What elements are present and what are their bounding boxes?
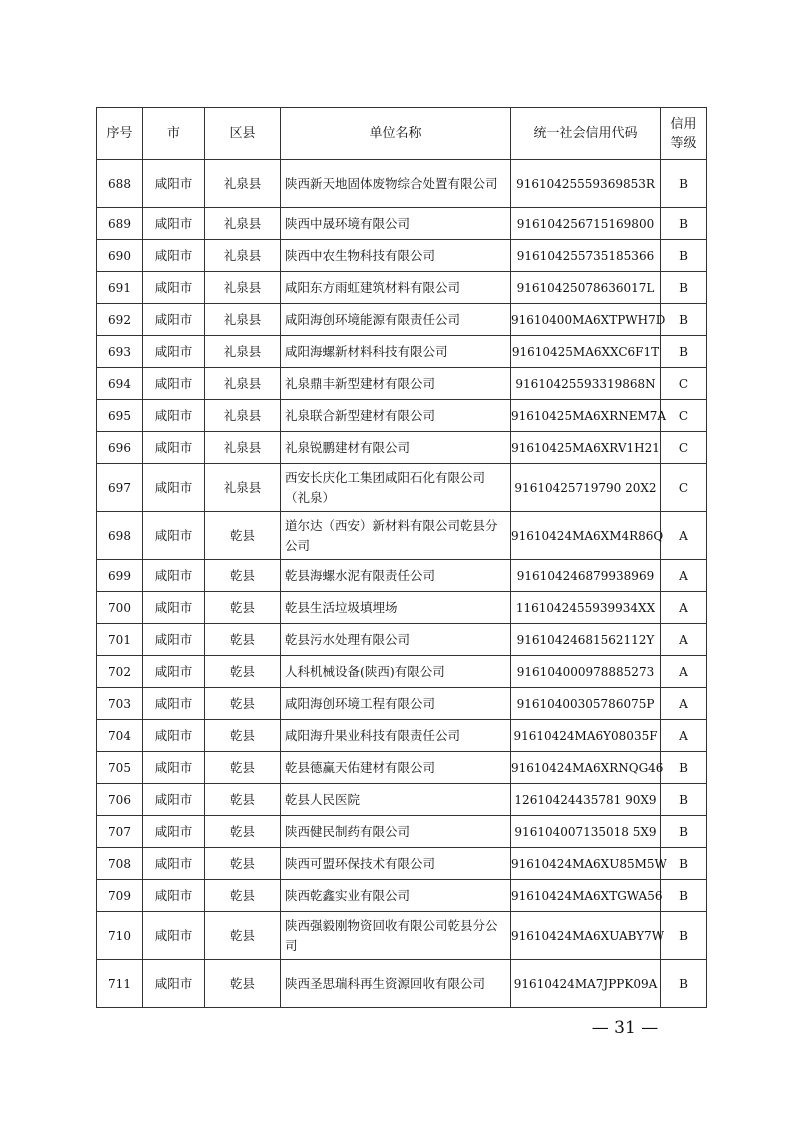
- cell-seq: 701: [97, 624, 143, 656]
- table-row: [97, 464, 707, 512]
- cell-grade: B: [661, 880, 707, 912]
- cell-name: 礼泉联合新型建材有限公司: [281, 400, 511, 432]
- header-name: 单位名称: [281, 108, 511, 160]
- cell-grade: B: [661, 272, 707, 304]
- cell-district: 乾县: [205, 688, 281, 720]
- cell-city: 咸阳市: [143, 160, 205, 208]
- cell-code: 916104255735185366: [511, 240, 661, 272]
- cell-city: 咸阳市: [143, 560, 205, 592]
- table-row: [97, 432, 707, 464]
- cell-district: 乾县: [205, 512, 281, 560]
- cell-district: 礼泉县: [205, 432, 281, 464]
- cell-name: 咸阳东方雨虹建筑材料有限公司: [281, 272, 511, 304]
- cell-seq: 706: [97, 784, 143, 816]
- cell-district: 乾县: [205, 560, 281, 592]
- cell-city: 咸阳市: [143, 464, 205, 512]
- cell-city: 咸阳市: [143, 960, 205, 1008]
- cell-grade: B: [661, 960, 707, 1008]
- cell-city: 咸阳市: [143, 400, 205, 432]
- cell-district: 乾县: [205, 752, 281, 784]
- cell-grade: A: [661, 656, 707, 688]
- cell-name: 陕西中农生物科技有限公司: [281, 240, 511, 272]
- cell-code: 91610424MA6XRNQG46: [511, 752, 661, 784]
- table-row: [97, 848, 707, 880]
- cell-city: 咸阳市: [143, 240, 205, 272]
- cell-seq: 693: [97, 336, 143, 368]
- cell-district: 乾县: [205, 848, 281, 880]
- cell-seq: 703: [97, 688, 143, 720]
- cell-code: 91610424681562112Y: [511, 624, 661, 656]
- cell-seq: 694: [97, 368, 143, 400]
- cell-city: 咸阳市: [143, 784, 205, 816]
- cell-code: 916104007135018 5X9: [511, 816, 661, 848]
- cell-seq: 691: [97, 272, 143, 304]
- cell-district: 乾县: [205, 624, 281, 656]
- cell-city: 咸阳市: [143, 592, 205, 624]
- page-number: — 31 —: [591, 1018, 659, 1038]
- cell-seq: 692: [97, 304, 143, 336]
- table-row: [97, 784, 707, 816]
- cell-name: 西安长庆化工集团咸阳石化有限公司（礼泉）: [281, 464, 511, 512]
- cell-code: 91610425MA6XRNEM7A: [511, 400, 661, 432]
- table-row: [97, 624, 707, 656]
- cell-district: 礼泉县: [205, 336, 281, 368]
- table-row: [97, 960, 707, 1008]
- table-row: [97, 368, 707, 400]
- cell-seq: 702: [97, 656, 143, 688]
- cell-grade: C: [661, 432, 707, 464]
- table-row: [97, 688, 707, 720]
- header-grade: [661, 108, 707, 160]
- cell-grade: B: [661, 336, 707, 368]
- cell-district: 礼泉县: [205, 400, 281, 432]
- cell-city: 咸阳市: [143, 512, 205, 560]
- cell-code: 91610425719790 20X2: [511, 464, 661, 512]
- cell-code: 916104256715169800: [511, 208, 661, 240]
- table-row: [97, 336, 707, 368]
- cell-code: 12610424435781 90X9: [511, 784, 661, 816]
- cell-name: 人科机械设备(陕西)有限公司: [281, 656, 511, 688]
- cell-grade: B: [661, 912, 707, 960]
- table-row: [97, 400, 707, 432]
- cell-grade: C: [661, 464, 707, 512]
- table-row: [97, 304, 707, 336]
- cell-grade: B: [661, 848, 707, 880]
- cell-city: 咸阳市: [143, 656, 205, 688]
- cell-grade: A: [661, 624, 707, 656]
- cell-seq: 705: [97, 752, 143, 784]
- table-row: [97, 240, 707, 272]
- cell-name: 陕西圣思瑞科再生资源回收有限公司: [281, 960, 511, 1008]
- cell-code: 916104246879938969: [511, 560, 661, 592]
- cell-district: 礼泉县: [205, 240, 281, 272]
- cell-name: 咸阳海螺新材料科技有限公司: [281, 336, 511, 368]
- cell-district: 乾县: [205, 592, 281, 624]
- table-row: [97, 560, 707, 592]
- cell-district: 礼泉县: [205, 368, 281, 400]
- cell-grade: C: [661, 400, 707, 432]
- cell-name: 乾县人民医院: [281, 784, 511, 816]
- cell-name: 陕西乾鑫实业有限公司: [281, 880, 511, 912]
- header-district: 区县: [205, 108, 281, 160]
- cell-code: 91610425593319868N: [511, 368, 661, 400]
- cell-district: 礼泉县: [205, 304, 281, 336]
- cell-seq: 711: [97, 960, 143, 1008]
- cell-code: 91610424MA6XUABY7W: [511, 912, 661, 960]
- cell-city: 咸阳市: [143, 688, 205, 720]
- cell-city: 咸阳市: [143, 880, 205, 912]
- cell-code: 916104000978885273: [511, 656, 661, 688]
- cell-city: 咸阳市: [143, 752, 205, 784]
- cell-name: 陕西健民制药有限公司: [281, 816, 511, 848]
- cell-code: 1161042455939934XX: [511, 592, 661, 624]
- cell-name: 乾县海螺水泥有限责任公司: [281, 560, 511, 592]
- cell-district: 乾县: [205, 880, 281, 912]
- cell-seq: 704: [97, 720, 143, 752]
- cell-seq: 710: [97, 912, 143, 960]
- cell-code: 91610425MA6XRV1H21: [511, 432, 661, 464]
- cell-grade: B: [661, 240, 707, 272]
- cell-name: 陕西强毅刚物资回收有限公司乾县分公司: [281, 912, 511, 960]
- cell-seq: 707: [97, 816, 143, 848]
- cell-seq: 695: [97, 400, 143, 432]
- cell-district: 乾县: [205, 816, 281, 848]
- cell-name: 礼泉锐鹏建材有限公司: [281, 432, 511, 464]
- cell-city: 咸阳市: [143, 848, 205, 880]
- table-row: [97, 752, 707, 784]
- cell-district: 乾县: [205, 784, 281, 816]
- cell-seq: 690: [97, 240, 143, 272]
- cell-grade: B: [661, 752, 707, 784]
- cell-city: 咸阳市: [143, 912, 205, 960]
- cell-name: 乾县污水处理有限公司: [281, 624, 511, 656]
- cell-grade: A: [661, 512, 707, 560]
- cell-district: 乾县: [205, 720, 281, 752]
- cell-city: 咸阳市: [143, 432, 205, 464]
- table-row: [97, 816, 707, 848]
- cell-district: 礼泉县: [205, 272, 281, 304]
- cell-code: 91610400305786075P: [511, 688, 661, 720]
- cell-city: 咸阳市: [143, 816, 205, 848]
- cell-city: 咸阳市: [143, 336, 205, 368]
- cell-city: 咸阳市: [143, 368, 205, 400]
- table-header-row: [97, 108, 707, 160]
- header-seq: 序号: [97, 108, 143, 160]
- cell-seq: 709: [97, 880, 143, 912]
- cell-code: 91610425559369853R: [511, 160, 661, 208]
- cell-city: 咸阳市: [143, 304, 205, 336]
- cell-code: 91610424MA6Y08035F: [511, 720, 661, 752]
- table-row: [97, 208, 707, 240]
- cell-name: 陕西中晟环境有限公司: [281, 208, 511, 240]
- cell-name: 礼泉鼎丰新型建材有限公司: [281, 368, 511, 400]
- cell-name: 陕西新天地固体废物综合处置有限公司: [281, 160, 511, 208]
- cell-code: 91610425MA6XXC6F1T: [511, 336, 661, 368]
- cell-district: 礼泉县: [205, 208, 281, 240]
- table-row: [97, 160, 707, 208]
- cell-seq: 698: [97, 512, 143, 560]
- header-city: 市: [143, 108, 205, 160]
- cell-code: 91610425078636017L: [511, 272, 661, 304]
- cell-name: 咸阳海升果业科技有限责任公司: [281, 720, 511, 752]
- cell-seq: 699: [97, 560, 143, 592]
- cell-grade: B: [661, 160, 707, 208]
- cell-grade: B: [661, 816, 707, 848]
- cell-district: 乾县: [205, 912, 281, 960]
- credit-rating-table: [96, 107, 707, 1008]
- cell-district: 礼泉县: [205, 464, 281, 512]
- cell-grade: B: [661, 304, 707, 336]
- cell-seq: 696: [97, 432, 143, 464]
- cell-grade: A: [661, 560, 707, 592]
- cell-grade: A: [661, 592, 707, 624]
- cell-seq: 708: [97, 848, 143, 880]
- cell-code: 91610424MA6XTGWA56: [511, 880, 661, 912]
- cell-name: 道尔达（西安）新材料有限公司乾县分公司: [281, 512, 511, 560]
- cell-city: 咸阳市: [143, 208, 205, 240]
- cell-seq: 697: [97, 464, 143, 512]
- header-code: 统一社会信用代码: [511, 108, 661, 160]
- table-row: [97, 512, 707, 560]
- cell-district: 乾县: [205, 656, 281, 688]
- table-row: [97, 272, 707, 304]
- cell-code: 91610424MA6XU85M5W: [511, 848, 661, 880]
- cell-district: 乾县: [205, 960, 281, 1008]
- header-grade-line2: 等级: [670, 135, 697, 151]
- cell-grade: B: [661, 208, 707, 240]
- cell-name: 陕西可盟环保技术有限公司: [281, 848, 511, 880]
- table-row: [97, 592, 707, 624]
- table-row: [97, 912, 707, 960]
- cell-name: 咸阳海创环境能源有限责任公司: [281, 304, 511, 336]
- cell-seq: 689: [97, 208, 143, 240]
- cell-grade: B: [661, 784, 707, 816]
- cell-seq: 700: [97, 592, 143, 624]
- table-row: [97, 656, 707, 688]
- cell-seq: 688: [97, 160, 143, 208]
- cell-grade: A: [661, 720, 707, 752]
- table-row: [97, 880, 707, 912]
- cell-code: 91610424MA6XM4R86Q: [511, 512, 661, 560]
- cell-code: 91610424MA7JPPK09A: [511, 960, 661, 1008]
- cell-district: 礼泉县: [205, 160, 281, 208]
- cell-city: 咸阳市: [143, 624, 205, 656]
- table-row: [97, 720, 707, 752]
- cell-city: 咸阳市: [143, 272, 205, 304]
- cell-name: 乾县生活垃圾填埋场: [281, 592, 511, 624]
- cell-grade: C: [661, 368, 707, 400]
- header-grade-line1: 信用: [670, 116, 697, 132]
- cell-name: 咸阳海创环境工程有限公司: [281, 688, 511, 720]
- cell-code: 91610400MA6XTPWH7D: [511, 304, 661, 336]
- cell-grade: A: [661, 688, 707, 720]
- cell-name: 乾县德赢天佑建材有限公司: [281, 752, 511, 784]
- cell-city: 咸阳市: [143, 720, 205, 752]
